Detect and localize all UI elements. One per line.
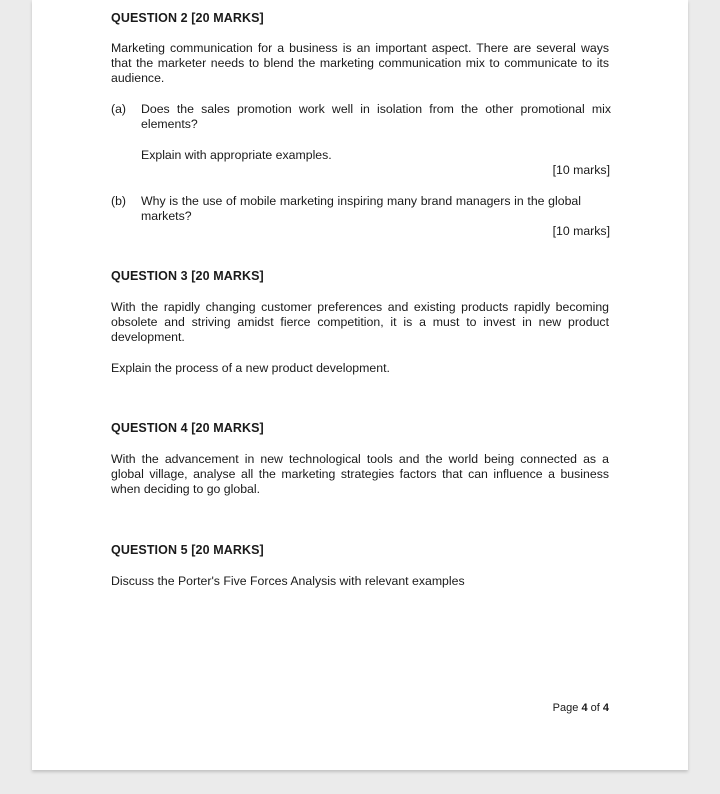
q3-intro: With the rapidly changing customer preferences and existing products rapidly becoming obsolete and striving amidst fierce competition, it is a must to invest in new product development. <box>111 300 609 344</box>
q2b-marks: [10 marks] <box>552 224 610 238</box>
page-current: 4 <box>581 702 588 714</box>
q5-intro: Discuss the Porter's Five Forces Analysis with relevant examples <box>111 574 465 588</box>
q2-heading: QUESTION 2 [20 MARKS] <box>111 11 264 25</box>
q2a-sub: Explain with appropriate examples. <box>141 148 332 162</box>
q4-heading: QUESTION 4 [20 MARKS] <box>111 421 264 435</box>
q4-intro: With the advancement in new technological tools and the world being connected as a global village, analyse all the marketing strategies factors that can influence a business when deciding to go global. <box>111 452 609 496</box>
page-word: Page <box>552 702 579 714</box>
q2-intro: Marketing communication for a business is an important aspect. There are several ways that the marketer needs to blend the marketing communication mix to communicate to its audience. <box>111 41 609 85</box>
q2b-label: (b) <box>111 194 127 208</box>
of-word: of <box>590 702 600 714</box>
q2a-marks: [10 marks] <box>552 163 610 177</box>
document-page <box>32 0 688 770</box>
q3-task: Explain the process of a new product development. <box>111 361 390 375</box>
q2a-label: (a) <box>111 102 127 116</box>
q5-heading: QUESTION 5 [20 MARKS] <box>111 543 264 557</box>
q2b-text: Why is the use of mobile marketing inspiring many brand managers in the global markets? <box>141 194 581 223</box>
q3-heading: QUESTION 3 [20 MARKS] <box>111 269 264 283</box>
page-number <box>512 702 609 714</box>
page-total: 4 <box>602 702 609 714</box>
q2a-text: Does the sales promotion work well in isolation from the other promotional mix elements? <box>141 102 611 131</box>
